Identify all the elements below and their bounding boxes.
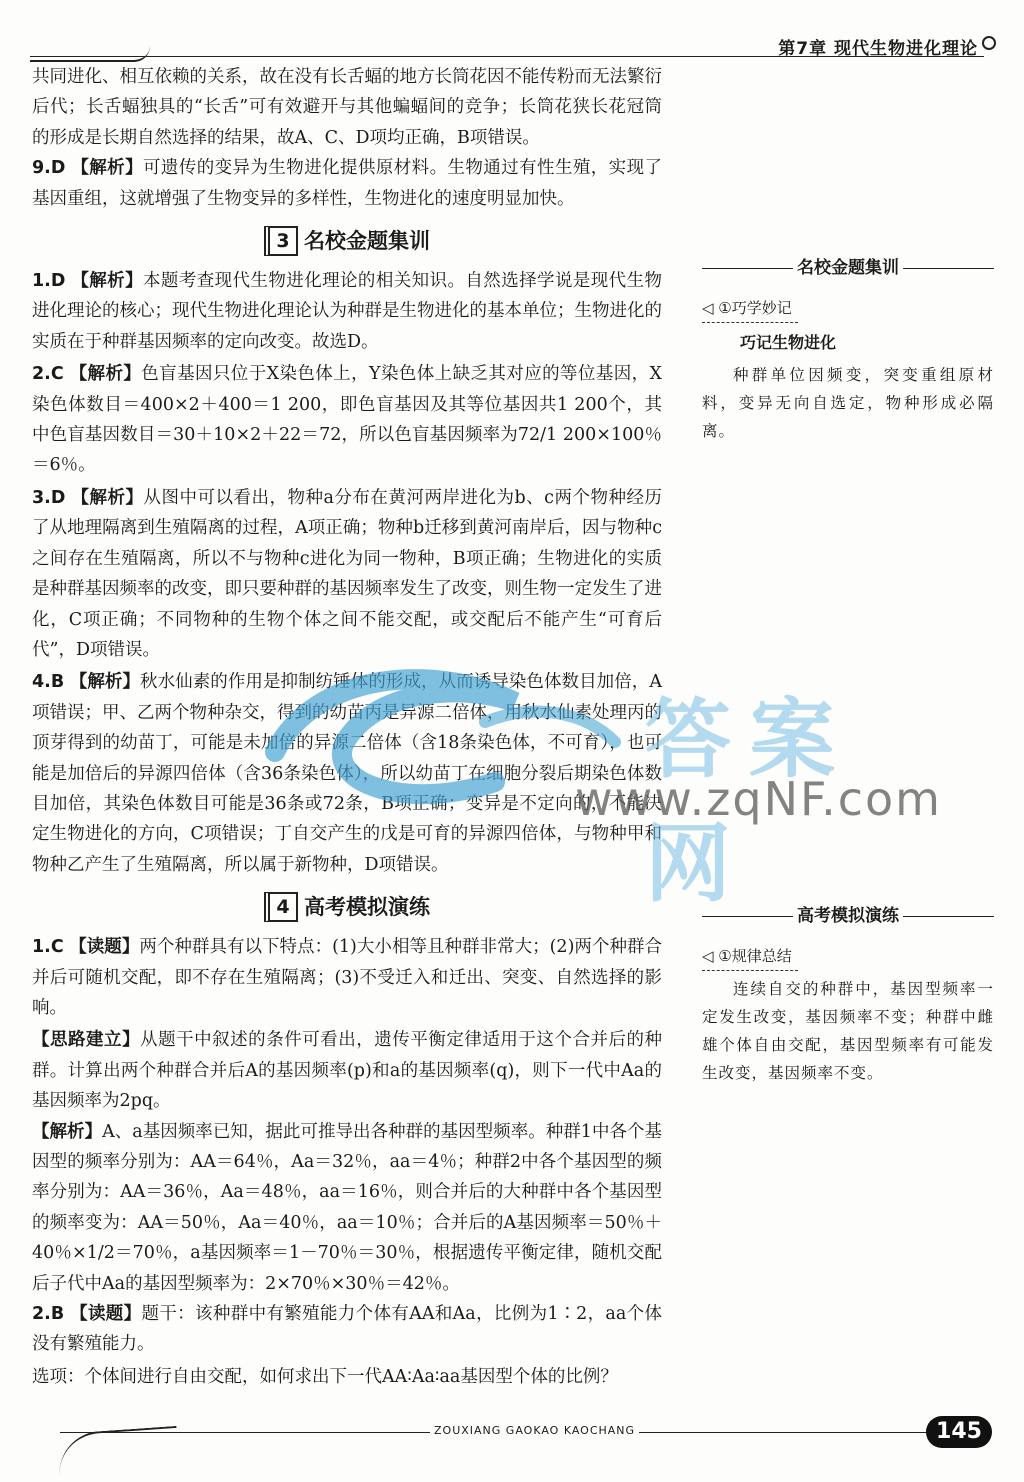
item-answer: D xyxy=(50,487,66,508)
heading-rule xyxy=(702,268,793,269)
sidebar-heading xyxy=(702,902,994,930)
item-answer: C xyxy=(50,937,64,958)
section-number-box: 3 xyxy=(264,226,298,256)
analysis-text: A、a基因频率已知，据此可推导出各种群的基因型频率。种群1中各个基因型的频率分别为：AA＝64％，Aa＝32％，aa＝4％；种群2中各个基因型的频率分别为：AA＝36％，Aa＝48％，aa＝16％，则合并后的大种群中各个基因型的频率变为：AA＝50％，Aa＝40％，aa＝10％；合并后的A基因频率＝50％＋40％×1/2＝70％，a基因频率＝1－70％＝30％，根据遗传平衡定律，随机交配后子代中Aa的基因型频率为：2×70％×30％＝42％。 xyxy=(32,1121,663,1294)
answer-item-9 xyxy=(32,153,662,214)
footer-series-name: ZOUXIANG GAOKAO KAOCHANG xyxy=(430,1424,639,1437)
item-text: 两个种群具有以下特点：(1)大小相等且种群非常大；(2)两个种群合并后可随机交配，即不存在生殖隔离；(3)不受迁入和迁出、突变、自然选择的影响。 xyxy=(32,937,663,1018)
answer-item xyxy=(32,932,662,1023)
analysis-tag: 【解析】 xyxy=(32,1121,103,1142)
footer-decoration xyxy=(57,1426,180,1476)
read-question-tag: 【读题】 xyxy=(70,1304,142,1325)
heading-rule xyxy=(702,916,793,917)
analysis-tag: 【解析】 xyxy=(69,672,141,693)
item-number: 2. xyxy=(32,1304,51,1325)
analysis-tag: 【解析】 xyxy=(69,364,142,385)
idea-text: 从题干中叙述的条件可看出，遗传平衡定律适用于这个合并后的种群。计算出两个种群合并后A的基因频率(p)和a的基因频率(q)，则下一代中Aa的基因频率为2pq。 xyxy=(32,1030,663,1112)
sidebar-body: 连续自交的种群中，基因型频率一定发生改变，基因频率不变；种群中雌雄个体自由交配，基因型频率有可能发生改变，基因频率不变。 xyxy=(702,980,994,1082)
section-4-heading xyxy=(32,890,662,924)
item-answer: D xyxy=(50,158,66,179)
watermark-text: 答案网 xyxy=(645,690,853,914)
header-decoration xyxy=(30,46,150,62)
heading-rule xyxy=(903,268,994,269)
options-paragraph: 选项：个体间进行自由交配，如何求出下一代AA∶Aa∶aa基因型个体的比例？ xyxy=(32,1366,618,1387)
analysis-tag: 【解析】 xyxy=(71,271,143,292)
sidebar-heading xyxy=(702,254,994,282)
item-number: 2. xyxy=(32,364,51,385)
answer-item xyxy=(32,359,662,481)
analysis-paragraph xyxy=(32,1117,662,1299)
sidebar-tips-1 xyxy=(702,254,994,445)
item-number: 9. xyxy=(32,158,51,179)
section-title: 高考模拟演练 xyxy=(304,895,430,920)
sidebar-body: 种群单位因频变，突变重组原材料，变异无向自选定，物种形成必隔离。 xyxy=(702,366,994,440)
sidebar-heading-text: 名校金题集训 xyxy=(797,258,899,278)
sidebar-tips-2 xyxy=(702,902,994,1087)
watermark-url: www.zqNF.com xyxy=(575,772,942,826)
sidebar-subheading: ◁ ①规律总结 xyxy=(702,942,798,971)
answer-item xyxy=(32,266,662,357)
item-text: 可遗传的变异为生物进化提供原材料。生物通过有性生殖，实现了基因重组，这就增强了生物变异的多样性，生物进化的速度明显加快。 xyxy=(32,158,663,209)
idea-paragraph xyxy=(32,1025,662,1116)
section-number-box: 4 xyxy=(264,892,298,922)
analysis-tag: 【解析】 xyxy=(71,487,144,508)
item-answer: D xyxy=(50,271,66,292)
heading-rule xyxy=(903,916,994,917)
item-text: 从图中可以看出，物种a分布在黄河两岸进化为b、c两个物种经历了从地理隔离到生殖隔离的过程，A项正确；物种b迁移到黄河南岸后，因与物种c之间存在生殖隔离，所以不与物种c进化为同一物种，B项正确；生物进化的实质是种群基因频率的改变，即只要种群的基因频率发生了改变，则生物一定发生了进化，C项正确；不同物种的生物个体之间不能交配，或交配后不能产生“可育后代”，D项错误。 xyxy=(32,487,662,660)
item-text: 色盲基因只位于X染色体上，Y染色体上缺乏其对应的等位基因，X染色体数目＝400×2＋400＝1 200，即色盲基因及其等位基因共1 200个，其中色盲基因数目＝30＋10×2＋22＝72，所以色盲基因频率为72/1 200×100％＝6％。 xyxy=(32,364,662,476)
section-3-heading xyxy=(32,224,662,258)
page-number: 145 xyxy=(926,1416,992,1448)
main-column xyxy=(32,62,662,1392)
sidebar-subheading: ◁ ①巧学妙记 xyxy=(702,294,798,323)
item-answer: B xyxy=(50,1304,65,1325)
sidebar-title: 巧记生物进化 xyxy=(740,333,837,352)
intro-paragraph: 共同进化、相互依赖的关系，故在没有长舌蝠的地方长筒花因不能传粉而无法繁衍后代；长舌蝠独具的“长舌”可有效避开与其他蝙蝠间的竞争；长筒花狭长花冠筒的形成是长期自然选择的结果，故A、C、D项均正确，B项错误。 xyxy=(32,67,662,148)
chapter-dot-icon xyxy=(982,36,996,50)
answer-item xyxy=(32,483,662,665)
read-question-tag: 【读题】 xyxy=(69,937,140,958)
item-text: 秋水仙素的作用是抑制纺锤体的形成，从而诱导染色体数目加倍，A项错误；甲、乙两个物种杂交，得到的幼苗丙是异源二倍体，用秋水仙素处理丙的顶芽得到的幼苗丁，可能是未加倍的异源二倍体（含18条染色体，不可育），也可能是加倍后的异源四倍体（含36条染色体），所以幼苗丁在细胞分裂后期染色体数目加倍，其染色体数目可能是36条或72条，B项正确；变异是不定向的，不能决定生物进化的方向，C项错误；丁自交产生的戊是可育的异源四倍体，与物种甲和物种乙产生了生殖隔离，所以属于新物种，D项错误。 xyxy=(32,672,662,875)
item-text: 本题考查现代生物进化理论的相关知识。自然选择学说是现代生物进化理论的核心；现代生物进化理论认为种群是生物进化的基本单位；生物进化的实质在于种群基因频率的定向改变。故选D。 xyxy=(32,271,663,352)
chapter-title: 第7章 现代生物进化理论 xyxy=(778,39,978,59)
item-number: 1. xyxy=(32,937,51,958)
item-number: 4. xyxy=(32,672,51,693)
section-title: 名校金题集训 xyxy=(304,229,430,254)
item-number: 3. xyxy=(32,487,51,508)
item-text: 题干：该种群中有繁殖能力个体有AA和Aa，比例为1∶2，aa个体没有繁殖能力。 xyxy=(32,1304,662,1355)
item-number: 1. xyxy=(32,271,51,292)
answer-item xyxy=(32,667,662,880)
item-answer: C xyxy=(50,364,64,385)
sidebar-heading-text: 高考模拟演练 xyxy=(797,906,899,926)
idea-tag: 【思路建立】 xyxy=(32,1030,141,1051)
analysis-tag: 【解析】 xyxy=(71,158,143,179)
item-answer: B xyxy=(50,672,65,693)
answer-item xyxy=(32,1299,662,1360)
